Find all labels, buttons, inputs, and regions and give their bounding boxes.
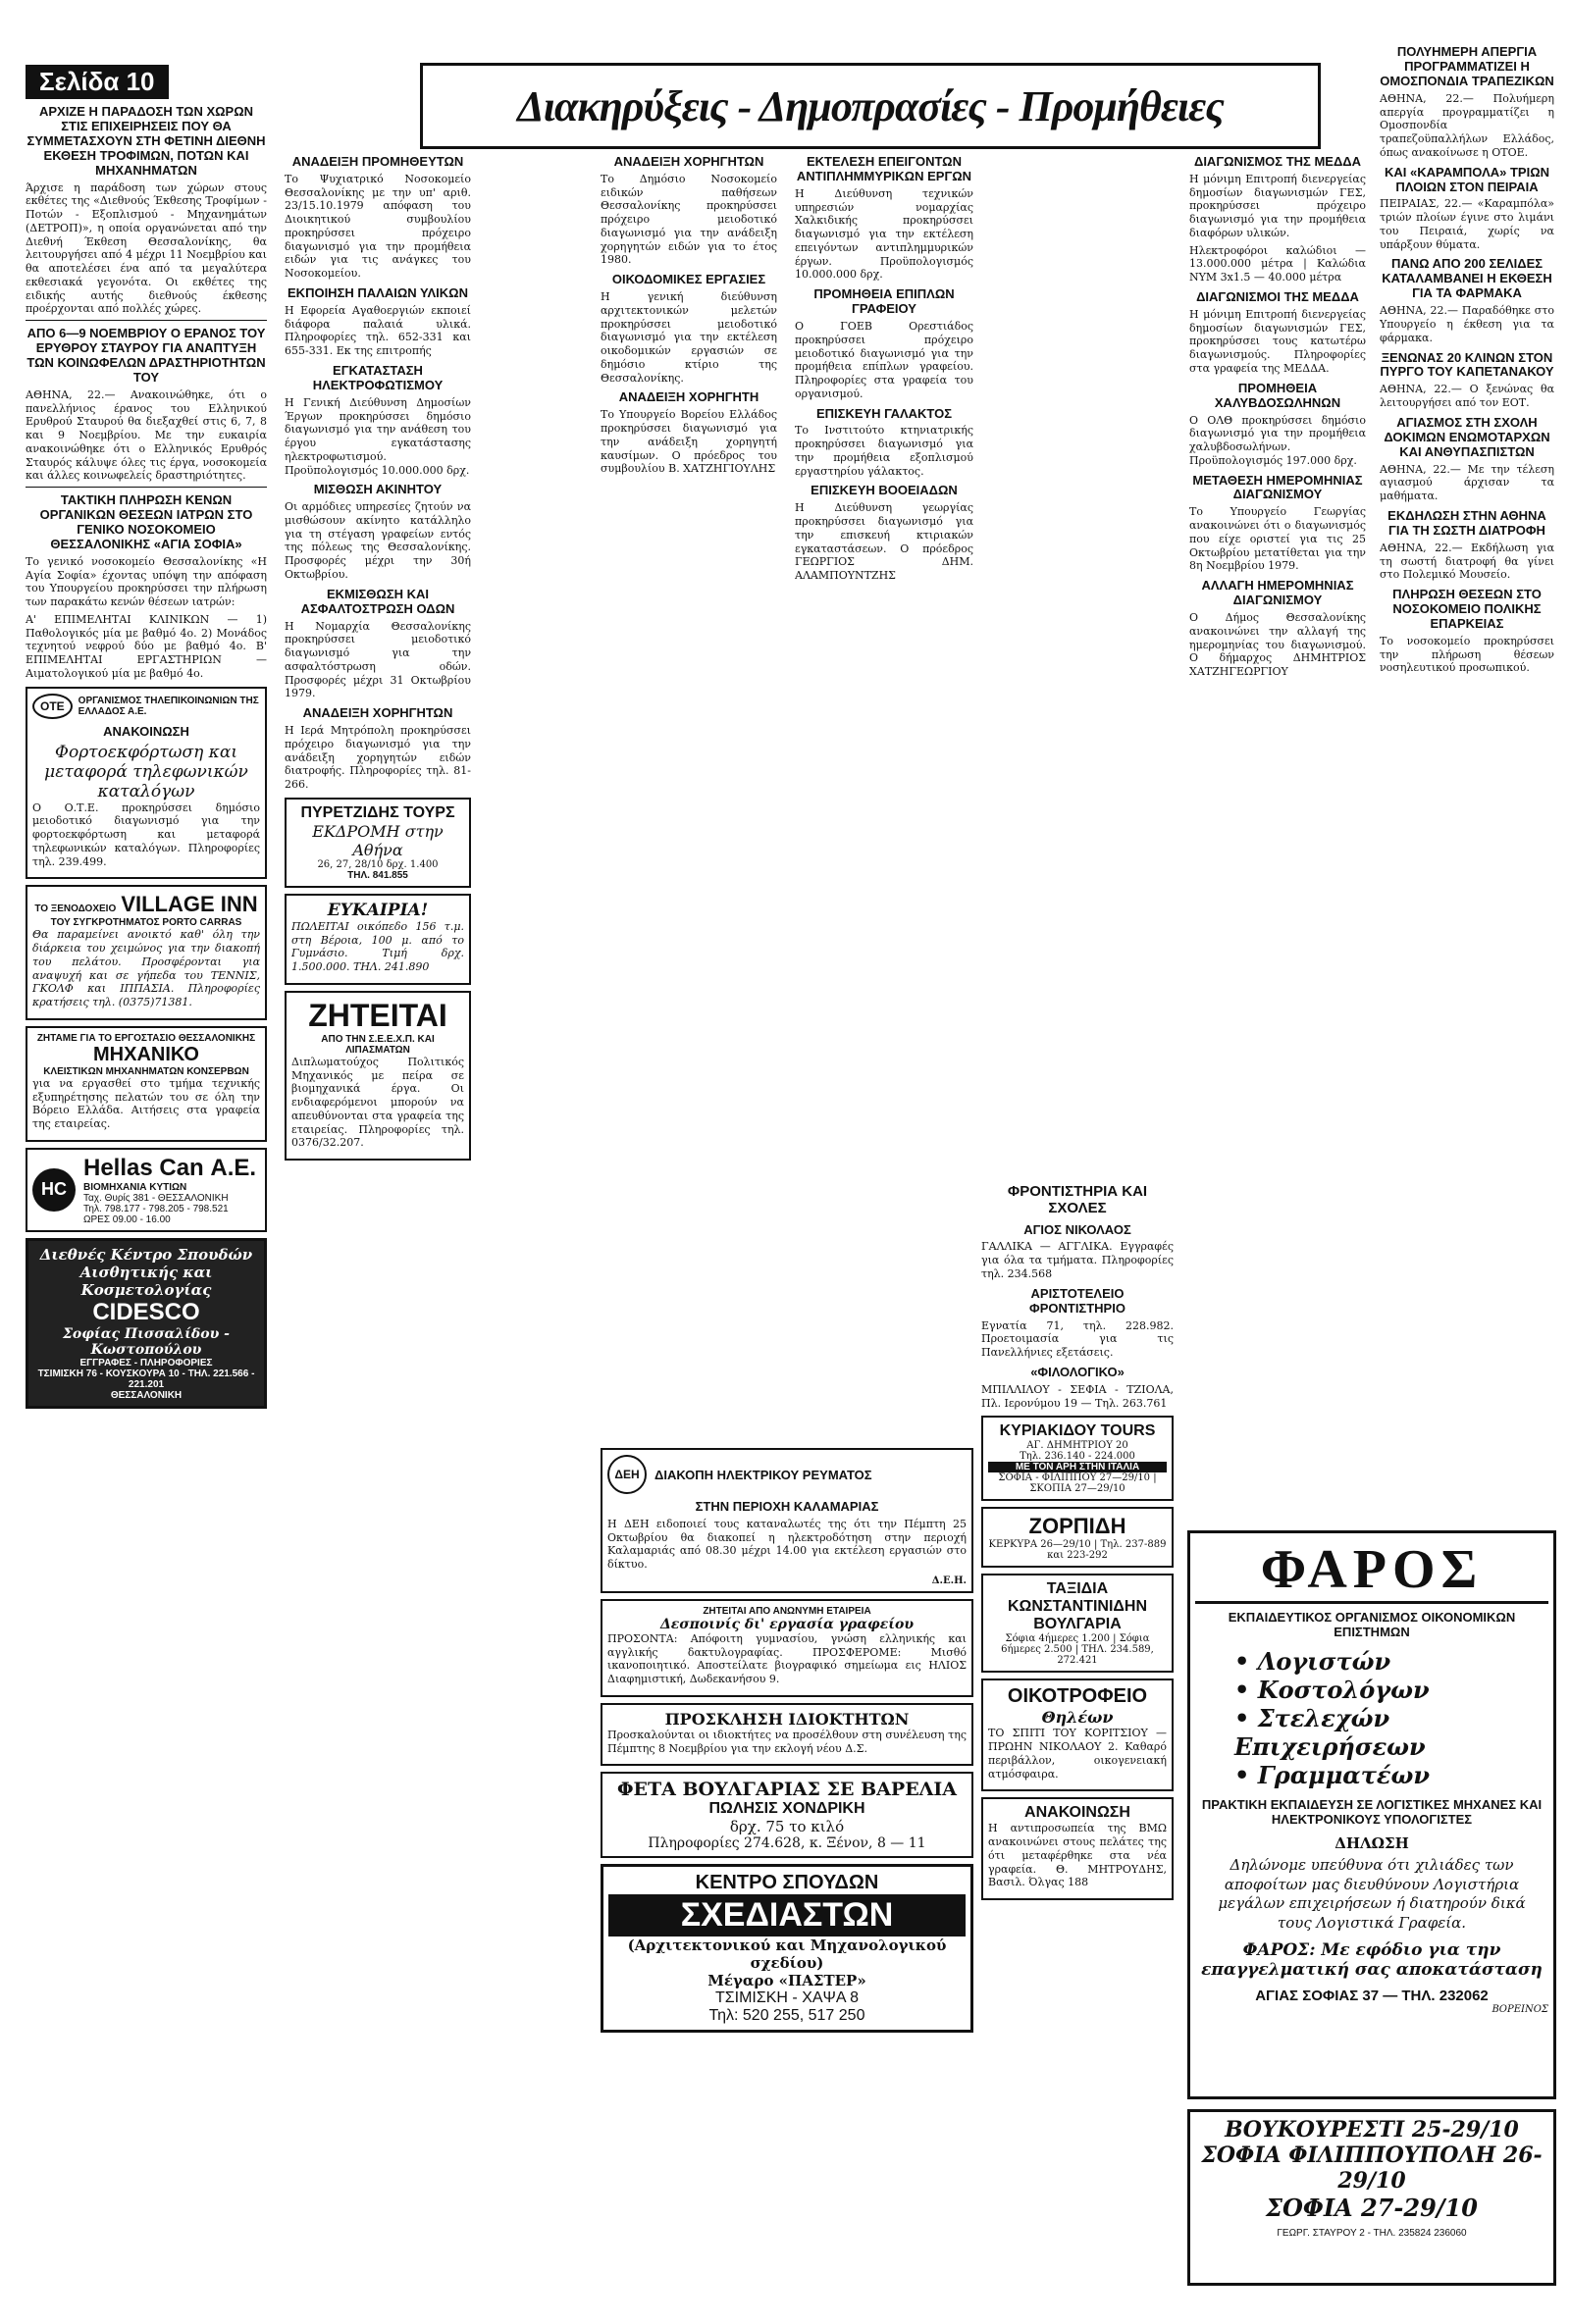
ad-text: ΠΡΑΚΤΙΚΗ ΕΚΠΑΙΔΕΥΣΗ ΣΕ ΛΟΓΙΣΤΙΚΕΣ ΜΗΧΑΝΕΣ ΚΑΙ ΗΛΕΚΤΡΟΝΙΚΟΥΣ ΥΠΟΛΟΓΙΣΤΕΣ [1201,1797,1543,1827]
article-text: ΑΘΗΝΑ, 22.— Πολυήμερη απεργία προγραμματίζει η Ομοσπονδία τραπεζοϋπαλλήλων Ελλάδος, όπως ανακοίνωσε η ΟΤΟΕ. [1380,91,1554,159]
ad-address: ΤΣΙΜΙΣΚΗ - ΧΑΨΑ 8 [714,1989,860,2007]
headline: ΠΟΛΥΗΜΕΡΗ ΑΠΕΡΓΙΑ ΠΡΟΓΡΑΜΜΑΤΙΖΕΙ Η ΟΜΟΣΠΟΝΔΙΑ ΤΡΑΠΕΖΙΚΩΝ [1380,44,1554,88]
headline: ΜΙΣΘΩΣΗ ΑΚΙΝΗΤΟΥ [313,482,443,497]
headline: ΤΑΚΤΙΚΗ ΠΛΗΡΩΣΗ ΚΕΝΩΝ ΟΡΓΑΝΙΚΩΝ ΘΕΣΕΩΝ ΙΑΤΡΩΝ ΣΤΟ ΓΕΝΙΚΟ ΝΟΣΟΚΟΜΕΙΟ ΘΕΣΣΑΛΟΝΙΚΗΣ «ΑΓΙΑ ΣΟΦΙΑ» [39,492,253,551]
ad-title: ΖΗΤΕΙΤΑΙ [308,997,447,1033]
headline: ΑΛΛΑΓΗ ΗΜΕΡΟΜΗΝΙΑΣ ΔΙΑΓΩΝΙΣΜΟΥ [1201,578,1354,608]
ad-big-title: ΣΧΕΔΙΑΣΤΩΝ [608,1894,966,1937]
ad-hours: ΩΡΕΣ 09.00 - 16.00 [83,1214,171,1225]
ad-text: ΠΡΟΣΟΝΤΑ: Απόφοιτη γυμνασίου, γνώση ελληνικής και αγγλικής δακτυλογραφίας. ΠΡΟΣΦΕΡΟΜΕ: Μισθό ικανοποιητικό. Αποστείλατε βιογραφικό σημείωμα εις ΗΛΙΟΣ Διαφημιστική, Δωδεκανήσου 9. [607,1631,967,1686]
ad-subtitle: ΒΟΥΛΓΑΡΙΑ [1033,1616,1122,1633]
ad-text: Θα παραμείνει ανοικτό καθ' όλη την διάρκεια του χειμώνος για την διακοπή του πελάτου. Προσφέρονται για αναψυχή και σε γήπεδα του ΤΕΝΝΙΣ, ΓΚΟΛΦ και ΙΠΠΑΣΙΑ. Πληροφορίες κρατήσεις τηλ. (0375)71381. [32,928,260,1009]
headline: ΕΠΙΣΚΕΥΗ ΒΟΟΕΙΑΔΩΝ [811,483,958,498]
article-text: Ο ΟΛΘ προκηρύσσει δημόσιο διαγωνισμό για την προμήθεια χαλυβδοσωλήνων. Προϋπολογισμός 197.000 δρχ. [1189,413,1366,467]
headline: ΕΚΠΟΙΗΣΗ ΠΑΛΑΙΩΝ ΥΛΙΚΩΝ [288,284,468,300]
ad-title: ΜΗΧΑΝΙΚΟ [93,1043,199,1065]
headline: ΞΕΝΩΝΑΣ 20 ΚΛΙΝΩΝ ΣΤΟΝ ΠΥΡΓΟ ΤΟΥ ΚΑΠΕΤΑΝΑΚΟΥ [1380,349,1554,380]
ad-text: Ο Ο.Τ.Ε. προκηρύσσει δημόσιο μειοδοτικό διαγωνισμό για την φορτοεκφόρτωση και μεταφορά τηλεφωνικών καταλόγων. Πληροφορίες τηλ. 239.499. [32,800,260,868]
article-text: Η Νομαρχία Θεσσαλονίκης προκηρύσσει μειοδοτικό διαγωνισμό για την ασφαλτόστρωση οδών. Προσφορές μέχρι 31 Οκτωβρίου 1979. [285,619,471,700]
article-text: Οι αρμόδιες υπηρεσίες ζητούν να μισθώσουν ακίνητο κατάλληλο για τη στέγαση γραφείων εντός της πόλεως της Θεσσαλονίκης. Προσφορές μέχρι την 30ή Οκτωβρίου. [285,500,471,581]
ad-text: Διπλωματούχος Πολιτικός Μηχανικός με πείρα σε βιομηχανικά έργα. Οι ενδιαφερόμενοι μπορούν να απευθύνονται στα γραφεία της εταιρείας. Πληροφορίες τηλ. 0376/32.207. [291,1055,464,1150]
article-text: Η Διεύθυνση γεωργίας προκηρύσσει διαγωνισμό για την επισκευή κτιριακών εγκαταστάσεων. Ο πρόεδρος ΓΕΩΡΓΙΟΣ ΔΗΜ. ΑΛΑΜΠΟΥΝΤΖΗΣ [795,501,973,583]
trip-line: ΒΟΥΚΟΥΡΕΣΤΙ 25-29/10 [1225,2117,1519,2143]
ad-place: Μέγαρο «ΠΑΣΤΕΡ» [707,1972,866,1990]
headline: ΚΑΙ «ΚΑΡΑΜΠΟΛΑ» ΤΡΙΩΝ ΠΛΟΙΩΝ ΣΤΟΝ ΠΕΙΡΑΙΑ [1384,164,1550,194]
ad-title: ΟΙΚΟΤΡΟΦΕΙΟ [1007,1685,1148,1708]
boarding-house-ad [981,1678,1174,1791]
faros-item: • Γραμματέων [1234,1761,1431,1789]
article-text: Το γενικό νοσοκομείο Θεσσαλονίκης «Η Αγία Σοφία» έχοντας υπόψη την απόφαση του Υπουργείου προκηρύσσει την πλήρωση των παρακάτω κενών θέσεων ιατρών: [26,554,267,609]
dei-logo: ΔΕΗ [607,1455,647,1494]
ad-sign: Δ.Ε.Η. [931,1575,967,1586]
headline: «ΦΙΛΟΛΟΓΙΚΟ» [1030,1364,1125,1379]
ad-motto: ΦΑΡΟΣ: Με εφόδιο για την επαγγελματική σας αποκατάσταση [1201,1940,1543,1980]
ad-title: Hellas Can Α.Ε. [83,1154,257,1181]
ad-text: ΕΚΔΡΟΜΗ στην Αθήνα [312,821,444,859]
ad-price: δρχ. 75 το κιλό [729,1818,845,1836]
ote-logo: ΟΤΕ [32,694,73,719]
headline: ΠΛΗΡΩΣΗ ΘΕΣΕΩΝ ΣΤΟ ΝΟΣΟΚΟΜΕΙΟ ΠΟΛΙΚΗΣ ΕΠΑΡΚΕΙΑΣ [1392,587,1542,631]
ad-subtitle: ΒΙΟΜΗΧΑΝΙΑ ΚΥΤΙΩΝ [83,1181,187,1193]
ad-text: Σόφια 4ήμερες 1.200 | Σόφια 6ήμερες 2.500 | ΤΗΛ. 234.589, 272.421 [1001,1633,1154,1667]
ad-title: ΑΝΑΚΟΙΝΩΣΗ [1024,1804,1130,1822]
trip-line: ΣΟΦΙΑ ΦΙΛΙΠΠΟΥΠΟΛΗ 26-29/10 [1201,2143,1543,2194]
ad-title: ΔΙΑΚΟΠΗ ΗΛΕΚΤΡΙΚΟΥ ΡΕΥΜΑΤΟΣ [654,1467,872,1482]
article-text: ΑΘΗΝΑ, 22.— Ο ξενώνας θα λειτουργήσει από τον ΕΟΤ. [1380,383,1554,410]
article-text: Άρχισε η παράδοση των χώρων στους εκθέτες της «Διεθνούς Έκθεσης Τροφίμων - Ποτών - Εξοπλισμού - Μηχανημάτων (ΔΕΤΡΟΠ)», η οποία οργανώνεται από την Διεθνή Έκθεση Θεσσαλονίκης, θα λειτουργήσει από 4 μέχρι 11 Νοεμβρίου και θα αποτελέσει ένα από τα μεγαλύτερα εκθεσιακά γεγονότα. Οι εκθέτες της ειδικής αυτής διεθνούς έκθεσης προέρχονται από πολλές χώρες. [26,181,267,316]
article-text: ΑΘΗΝΑ, 22.— Με την τέλεση αγιασμού άρχισαν τα μαθήματα. [1380,462,1554,503]
article-text: Εγνατία 71, τηλ. 228.982. Προετοιμασία για τις Πανελλήνιες εξετάσεις. [981,1318,1174,1360]
ad-text: για να εργασθεί στο τμήμα τεχνικής εξυπηρέτησης πελατών του σε όλη την Βόρειο Ελλάδα. Αιτήσεις στα γραφεία της εταιρείας. [32,1076,260,1131]
ad-address: ΤΣΙΜΙΣΚΗ 76 - ΚΟΥΣΚΟΥΡΑ 10 - ΤΗΛ. 221.566 - 221.201 [37,1368,255,1390]
headline: ΜΕΤΑΘΕΣΗ ΗΜΕΡΟΜΗΝΙΑΣ ΔΙΑΓΩΝΙΣΜΟΥ [1192,472,1363,502]
trip-line: ΣΟΦΙΑ 27-29/10 [1266,2194,1478,2222]
ad-heading: ΔΗΛΩΣΗ [1334,1834,1409,1852]
ad-subtitle: Φορτοεκφόρτωση και μεταφορά τηλεφωνικών καταλόγων [44,742,248,801]
ad-text: ΚΕΡΚΥΡΑ 26—29/10 | Τηλ. 237-889 και 223-292 [988,1539,1167,1562]
ad-line: Αισθητικής και Κοσμετολογίας [79,1263,213,1299]
ad-address: ΑΓ. ΔΗΜΗΤΡΙΟΥ 20 [1026,1440,1128,1452]
ote-ad [26,687,267,880]
ad-title: ΠΡΟΣΚΛΗΣΗ ΙΔΙΟΚΤΗΤΩΝ [664,1709,910,1729]
ad-title: ΕΥΚΑΙΡΙΑ! [327,900,429,920]
faros-item: • Στελεχών Επιχειρήσεων [1234,1704,1426,1761]
village-inn-ad [26,885,267,1020]
article-text: ΑΘΗΝΑ, 22.— Ανακοινώθηκε, ότι ο πανελλήνιος έρανος του Ελληνικού Ερυθρού Σταυρού θα διεξαχθεί στις 6, 7, 8 και 9 Νοεμβρίου. Με την ευκαιρία ανακοινώθηκε ότι ο Ελληνικός Ερυθρός Σταυρός κάλυψε όλες τις έργα, νοσοκομεία και άλλες κοινωφελείς δραστηριότητες. [26,387,267,483]
ad-sign: ΒΟΡΕΙΝΟΣ [1492,2004,1548,2015]
headline: ΑΝΑΔΕΙΞΗ ΧΟΡΗΓΗΤΗ [618,389,759,405]
article-text: Η Εφορεία Αγαθοεργιών εκποιεί διάφορα παλαιά υλικά. Πληροφορίες τηλ. 652-331 και 655-331. Εκ της επιτροπής [285,303,471,358]
ote-org-name: ΟΡΓΑΝΙΣΜΟΣ ΤΗΛΕΠΙΚΟΙΝΩΝΙΩΝ ΤΗΣ ΕΛΛΑΔΟΣ Α.Ε. [78,695,259,717]
article-text: ΓΑΛΛΙΚΑ — ΑΓΓΛΙΚΑ. Εγγραφές για όλα τα τμήματα. Πληροφορίες τηλ. 234.568 [981,1240,1174,1280]
mechanic-job-ad [26,1026,267,1142]
headline: ΑΠΟ 6—9 ΝΟΕΜΒΡΙΟΥ Ο ΕΡΑΝΟΣ ΤΟΥ ΕΡΥΘΡΟΥ ΣΤΑΥΡΟΥ ΓΙΑ ΑΝΑΠΤΥΞΗ ΤΩΝ ΚΟΙΝΩΦΕΛΩΝ ΔΡΑΣΤΗΡΙΟΤΗΤΩΝ ΤΟΥ [26,326,266,385]
article-text: Το νοσοκομείο προκηρύσσει την πλήρωση θέσεων νοσηλευτικού προσωπικού. [1380,634,1554,675]
ad-text: Η αντιπροσωπεία της ΒΜΩ ανακοινώνει στους πελάτες της ότι μεταφέρθηκε στα νέα γραφεία. Θ. ΜΗΤΡΟΥΔΗΣ, Βασιλ. Όλγας 188 [988,1822,1167,1889]
ad-subtitle: ΣΤΗΝ ΠΕΡΙΟΧΗ ΚΑΛΑΜΑΡΙΑΣ [695,1499,879,1514]
ad-title: ΤΑΞΙΔΙΑ ΚΩΝΣΤΑΝΤΙΝΙΔΗΝ [1007,1580,1148,1616]
article-text: Η Γενική Διεύθυνση Δημοσίων Έργων προκηρύσσει δημόσιο διαγωνισμό για την ανάθεση του έργου εγκατάστασης ηλεκτροφωτισμού. Προϋπολογισμός 10.000.000 δρχ. [285,395,471,477]
article-text: ΑΘΗΝΑ, 22.— Παραδόθηκε στο Υπουργείο η έκθεση για τα φάρμακα. [1380,304,1554,344]
article-text: Α' ΕΠΙΜΕΛΗΤΑΙ ΚΛΙΝΙΚΩΝ — 1) Παθολογικός μία με βαθμό 4ο. 2) Μονάδος τεχνητού νεφρού δύο με βαθμό 4ο. Β' ΕΠΙΜΕΛΗΤΑΙ ΕΡΓΑΣΤΗΡΙΩΝ — Αιματολογικού μία με βαθμό 4ο. [26,612,267,680]
ad-list: ΣΟΦΙΑ - ΦΙΛΙΠΠΟΥ 27—29/10 | ΣΚΟΠΙΑ 27—29/10 [998,1472,1157,1495]
ad-line: Σοφίας Πισσαλίδου - Κωστοπούλου [63,1325,230,1358]
headline: ΑΝΑΔΕΙΞΗ ΧΟΡΗΓΗΤΩΝ [302,705,453,721]
ad-line: ΕΓΓΡΑΦΕΣ - ΠΛΗΡΟΦΟΡΙΕΣ [79,1357,213,1369]
article-text: Η γενική διεύθυνση αρχιτεκτονικών μελετών προκηρύσσει μειοδοτικό διαγωνισμό για την εκτέλεση οικοδομικών εργασιών σε δημόσιο κτίριο της Θεσσαλονίκης. [601,290,777,385]
pyretzidis-tours-ad [285,798,471,888]
article-text: Ο Δήμος Θεσσαλονίκης ανακοινώνει την αλλαγή της ημερομηνίας του διαγωνισμού. Ο δήμαρχος ΔΗΜΗΤΡΙΟΣ ΧΑΤΖΗΓΕΩΡΓΙΟΥ [1189,611,1366,678]
column-4 [795,149,973,1434]
article-text: Το Υπουργείο Βορείου Ελλάδος προκηρύσσει διαγωνισμό για την ανάδειξη χορηγητή καυσίμων. Ο πρόεδρος του συμβουλίου Β. ΧΑΤΖΗΓΙΟΥΛΗΣ [601,408,777,476]
ad-title: ΚΥΡΙΑΚΙΔΟΥ TOURS [999,1422,1156,1440]
bmw-announcement [981,1797,1174,1900]
column-3 [601,149,777,1434]
ad-title: ΖΗΤΕΙΤΑΙ ΑΠΟ ΑΝΩΝΥΜΗ ΕΤΑΙΡΕΙΑ [703,1605,871,1617]
ad-title: ΑΝΑΚΟΙΝΩΣΗ [103,723,189,739]
design-school-ad [601,1864,973,2033]
column-6 [1380,39,1554,1521]
ad-title: VILLAGE INN [121,892,258,917]
eukairia-ad [285,894,471,985]
article-text: Η Διεύθυνση τεχνικών υπηρεσιών νομαρχίας Χαλκιδικής προκηρύσσει διαγωνισμό για την εκτέλεση επειγόντων αντιπλημμυρικών έργων. Προϋπολογισμός 10.000.000 δρχ. [795,186,973,282]
column-5 [1189,149,1366,1523]
ad-phone: Τηλ: 520 255, 517 250 [708,2007,865,2025]
column-4-ads [981,1177,1174,2315]
ad-phone: ΤΗΛ. 841.855 [347,869,408,881]
headline: ΕΚΔΗΛΩΣΗ ΣΤΗΝ ΑΘΗΝΑ ΓΙΑ ΤΗ ΣΩΣΤΗ ΔΙΑΤΡΟΦΗ [1387,507,1546,538]
ad-subtitle: ΑΠΟ ΤΗΝ Σ.Ε.Ε.Χ.Π. ΚΑΙ ΛΙΠΑΣΜΑΤΩΝ [321,1033,435,1056]
ad-subtitle: ΕΚΠΑΙΔΕΥΤΙΚΟΣ ΟΡΓΑΝΙΣΜΟΣ ΟΙΚΟΝΟΜΙΚΩΝ ΕΠΙΣΤΗΜΩΝ [1228,1610,1516,1639]
faros-ad [1187,1530,1556,2099]
ad-subtitle: ΤΟΥ ΣΥΓΚΡΟΤΗΜΑΤΟΣ PORTO CARRAS [50,917,242,929]
ad-text: Προσκαλούνται οι ιδιοκτήτες να προσέλθουν στη συνέλευση της Πέμπτης 8 Νοεμβρίου για την εκλογή νέου Δ.Σ. [607,1728,967,1755]
trips-ad [1187,2109,1556,2286]
ad-pre: ΤΟ ΞΕΝΟΔΟΧΕΙΟ [34,904,117,915]
ad-address: ΑΓΙΑΣ ΣΟΦΙΑΣ 37 — ΤΗΛ. 232062 [1255,1988,1489,2004]
article-text: Η μόνιμη Επιτροπή διενεργείας δημοσίων διαγωνισμών ΓΕΣ, προκηρύσσει πρόχειρο διαγωνισμό για την προμήθεια διαφόρων υλικών. [1189,172,1366,239]
section-title: ΦΡΟΝΤΙΣΤΗΡΙΑ ΚΑΙ ΣΧΟΛΕΣ [1007,1183,1148,1217]
ad-text: ΤΟ ΣΠΙΤΙ ΤΟΥ ΚΟΡΙΤΣΙΟΥ — ΠΡΩΗΝ ΝΙΚΟΛΑΟΥ 2. Καθαρό περιβάλλον, οικογενειακή ατμόσφαιρα. [988,1727,1167,1781]
article-text: ΜΠΙΛΛΙΛΟΥ - ΣΕΦΙΑ - ΤΖΙΟΛΑ, Πλ. Ιερονύμου 19 — Τηλ. 263.761 [981,1382,1174,1410]
headline: ΑΝΑΔΕΙΞΗ ΧΟΡΗΓΗΤΩΝ [613,154,764,169]
article-text: Το Υπουργείο Γεωργίας ανακοινώνει ότι ο διαγωνισμός που είχε οριστεί για τις 25 Οκτωβρίου μετατίθεται για την 8η Νοεμβρίου 1979. [1189,505,1366,573]
ad-title: CIDESCO [92,1298,200,1325]
headline: ΑΡΙΣΤΟΤΕΛΕΙΟ ΦΡΟΝΤΙΣΤΗΡΙΟ [1029,1285,1125,1316]
anon-company-ad [601,1599,973,1697]
ad-title: ΚΕΝΤΡΟ ΣΠΟΥΔΩΝ [695,1872,879,1894]
page-label: Σελίδα 10 [26,65,169,99]
ad-line: Διεθνές Κέντρο Σπουδών [39,1245,253,1264]
ad-head: ΖΗΤΑΜΕ ΓΙΑ ΤΟ ΕΡΓΟΣΤΑΣΙΟ ΘΕΣΣΑΛΟΝΙΚΗΣ [36,1032,256,1044]
article-text: Το Δημόσιο Νοσοκομείο ειδικών παθήσεων Θεσσαλονίκης προκηρύσσει πρόχειρο μειοδοτικό διαγωνισμό για την ανάδειξη χορηγητών ειδών για το έτος 1980. [601,172,777,267]
ad-text: Δηλώνομε υπεύθυνα ότι χιλιάδες των αποφοίτων μας διευθύνουν Λογιστήρια μεγάλων επιχειρήσεων ή διατηρούν δικά τους Λογιστικά Γραφεία. [1218,1856,1526,1932]
ad-title: ΠΥΡΕΤΖΙΔΗΣ ΤΟΥΡΣ [300,803,455,821]
ad-phone: Τηλ. 236.140 - 224.000 [1020,1451,1135,1463]
article-text: Το Ινστιτούτο κτηνιατρικής προκηρύσσει διαγωνισμό για την προμήθεια εξοπλισμού εργαστηρίου γάλακτος. [795,424,973,478]
ad-city: ΘΕΣΣΑΛΟΝΙΚΗ [110,1389,183,1401]
divider [26,320,267,321]
dei-notice [601,1448,973,1593]
headline: ΠΑΝΩ ΑΠΟ 200 ΣΕΛΙΔΕΣ ΚΑΤΑΛΑΜΒΑΝΕΙ Η ΕΚΘΕΣΗ ΓΙΑ ΤΑ ΦΑΡΜΑΚΑ [1382,256,1552,301]
headline: ΑΝΑΔΕΙΞΗ ΠΡΟΜΗΘΕΥΤΩΝ [291,154,464,169]
feta-ad [601,1772,973,1858]
headline: ΕΚΤΕΛΕΣΗ ΕΠΕΙΓΟΝΤΩΝ ΑΝΤΙΠΛΗΜΜΥΡΙΚΩΝ ΕΡΓΩΝ [796,154,972,183]
headline: ΔΙΑΓΩΝΙΣΜΟΣ ΤΗΣ ΜΕΔΔΑ [1193,154,1362,169]
headline: ΑΓΙΟΣ ΝΙΚΟΛΑΟΣ [1023,1221,1131,1237]
zitei-ad [285,991,471,1161]
ad-subtitle: Θηλέων [1041,1708,1114,1728]
zorpidi-ad [981,1507,1174,1568]
ad-address: Ταχ. Θυρίς 381 - ΘΕΣΣΑΛΟΝΙΚΗ [83,1192,229,1204]
article-text: Η μόνιμη Επιτροπή διενεργείας δημοσίων διαγωνισμών ΓΕΣ, προκηρύσσει τους κατωτέρω διαγωνισμούς. Πληροφορίες στα γραφεία της ΜΕΔΔΑ. [1189,307,1366,375]
ad-subtitle: ΠΩΛΗΣΙΣ ΧΟΝΔΡΙΚΗ [708,1800,865,1818]
headline: ΑΡΧΙΖΕ Η ΠΑΡΑΔΟΣΗ ΤΩΝ ΧΩΡΩΝ ΣΤΙΣ ΕΠΙΧΕΙΡΗΣΕΙΣ ΠΟΥ ΘΑ ΣΥΜΜΕΤΑΣΧΟΥΝ ΣΤΗ ΦΕΤΙΝΗ ΔΙΕΘΝΗ ΕΚΘΕΣΗ ΤΡΟΦΙΜΩΝ, ΠΟΤΩΝ ΚΑΙ ΜΗΧΑΝΗΜΑΤΩΝ [26,104,266,178]
headline: ΔΙΑΓΩΝΙΣΜΟΙ ΤΗΣ ΜΕΔΔΑ [1196,288,1359,304]
headline: ΕΚΜΙΣΘΩΣΗ ΚΑΙ ΑΣΦΑΛΤΟΣΤΡΩΣΗ ΟΔΩΝ [300,586,455,616]
article-text: Το Ψυχιατρικό Νοσοκομείο Θεσσαλονίκης με την υπ' αριθ. 23/15.10.1979 απόφαση του Διοικητικού συμβουλίου προκηρύσσει πρόχειρο διαγωνισμό για την προμήθεια ειδών για τις ανάγκες του Νοσοκομείου. [285,172,471,281]
article-text: ΑΘΗΝΑ, 22.— Εκδήλωση για τη σωστή διατροφή θα γίνει στο Πολεμικό Μουσείο. [1380,541,1554,582]
headline: ΠΡΟΜΗΘΕΙΑ ΕΠΙΠΛΩΝ ΓΡΑΦΕΙΟΥ [813,286,955,317]
ad-info: Πληροφορίες 274.628, κ. Ξένον, 8 — 11 [648,1835,926,1852]
faros-item: • Κοστολόγων [1234,1676,1430,1704]
ad-subtitle: ΚΛΕΙΣΤΙΚΩΝ ΜΗΧΑΝΗΜΑΤΩΝ ΚΟΝΣΕΡΒΩΝ [43,1065,249,1077]
column-1 [26,0,267,1415]
ad-dates: 26, 27, 28/10 δρχ. 1.400 [317,858,439,870]
article-text: Ο ΓΟΕΒ Ορεστιάδος προκηρύσσει πρόχειρο μειοδοτικό διαγωνισμό για την προμήθεια επίπλων γραφείου. Πληροφορίες στα γραφεία του οργανισμού. [795,320,973,400]
article-text: Ηλεκτροφόροι καλώδιοι — 13.000.000 μέτρα | Καλώδια NYM 3x1.5 — 40.000 μέτρα [1189,243,1366,284]
wide-ads [601,1442,973,2315]
owners-invitation-ad [601,1703,973,1767]
ad-text: ΠΩΛΕΙΤΑΙ οικόπεδο 156 τ.μ. στη Βέροια, 100 μ. από το Γυμνάσιο. Τιμή δρχ. 1.500.000. ΤΗΛ. 241.890 [291,919,464,973]
faros-item: • Λογιστών [1234,1647,1391,1676]
divider [26,487,267,488]
ad-line: ΜΕ ΤΟΝ ΑΡΗ ΣΤΗΝ ΙΤΑΛΙΑ [988,1462,1167,1472]
article-text: ΠΕΙΡΑΙΑΣ, 22.— «Καραμπόλα» τριών πλοίων έγινε στο λιμάνι του Πειραιά, χωρίς να υπάρξουν θύματα. [1380,197,1554,251]
faros-title: ΦΑΡΟΣ [1195,1538,1548,1604]
column-2 [285,149,471,2317]
headline: ΠΡΟΜΗΘΕΙΑ ΧΑΛΥΒΔΟΣΩΛΗΝΩΝ [1214,380,1341,410]
ad-title: ΖΟΡΠΙΔΗ [1028,1514,1126,1539]
hellas-can-ad [26,1148,267,1232]
section-banner [420,63,1321,149]
hellas-can-logo: HC [32,1168,76,1212]
headline: ΑΓΙΑΣΜΟΣ ΣΤΗ ΣΧΟΛΗ ΔΟΚΙΜΩΝ ΕΝΩΜΟΤΑΡΧΩΝ ΚΑΙ ΑΝΘΥΠΑΣΠΙΣΤΩΝ [1384,414,1550,459]
ad-subtitle: (Αρχιτεκτονικού και Μηχανολογικού σχεδίου) [627,1937,947,1973]
cidesco-ad [26,1238,267,1409]
ad-title: ΦΕΤΑ ΒΟΥΛΓΑΡΙΑΣ ΣΕ ΒΑΡΕΛΙΑ [616,1779,958,1801]
konstantinidis-travel-ad [981,1574,1174,1673]
ad-footer: ΓΕΩΡΓ. ΣΤΑΥΡΟΥ 2 - ΤΗΛ. 235824 236060 [1277,2228,1467,2239]
headline: ΕΓΚΑΤΑΣΤΑΣΗ ΗΛΕΚΤΡΟΦΩΤΙΣΜΟΥ [312,362,444,392]
kyriakidou-tours-ad [981,1416,1174,1501]
headline: ΟΙΚΟΔΟΜΙΚΕΣ ΕΡΓΑΣΙΕΣ [611,272,766,287]
article-text: Η Ιερά Μητρόπολη προκηρύσσει πρόχειρο διαγωνισμό για την ανάδειξη χορηγητών ειδών διατροφής. Πληροφορίες τηλ. 81-266. [285,724,471,791]
headline: ΕΠΙΣΚΕΥΗ ΓΑΛΑΚΤΟΣ [815,405,953,421]
ad-phone: Τηλ. 798.177 - 798.205 - 798.521 [83,1203,229,1214]
ad-subtitle: Δεσποινίς δι' εργασία γραφείου [659,1616,915,1632]
ad-text: Η ΔΕΗ ειδοποιεί τους καταναλωτές της ότι την Πέμπτη 25 Οκτωβρίου θα διακοπεί η ηλεκτροδότηση στην περιοχή Καλαμαριάς από 08.30 μέχρι 14.00 για εκτέλεση εργασιών στο δίκτυο. [607,1517,967,1572]
banner-title: Διακηρύξεις - Δημοπρασίες - Προμήθειες [517,81,1224,130]
